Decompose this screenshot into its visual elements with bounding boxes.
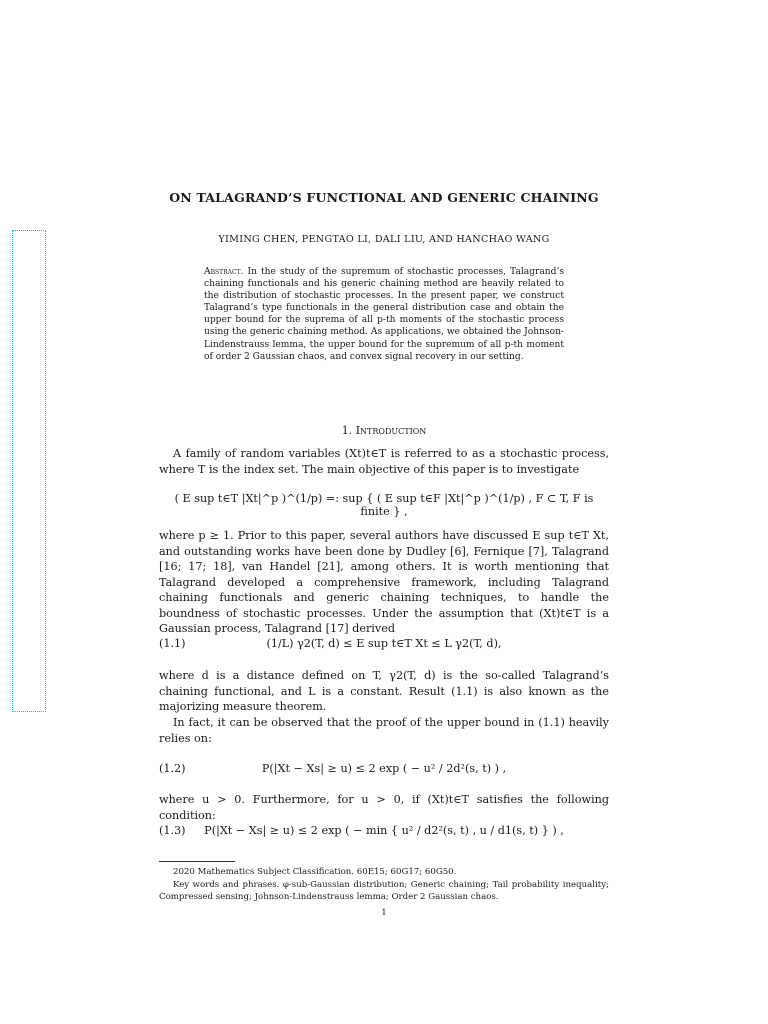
equation-number: (1.3) [159, 824, 186, 837]
abstract [204, 266, 564, 363]
equation-number: (1.1) [159, 637, 186, 650]
footnote-msc: 2020 Mathematics Subject Classification. 60E15; 60G17; 60G50. [173, 867, 457, 877]
footnote-keywords: Key words and phrases. φ-sub-Gaussian distribution; Generic chaining; Tail probability inequality; Compressed sensing; Johnson-Lindenstrauss lemma; Order 2 Gaussian chaos. [159, 880, 609, 902]
link-annotation-box[interactable] [12, 230, 46, 712]
paragraph-3: where d is a distance defined on T, γ2(T, d) is the so-called Talagrand’s chaining functional, and L is a constant. Result (1.1) is also known as the majorizing measure theorem. [159, 669, 609, 713]
section-heading [0, 424, 768, 437]
paragraph-5: where u > 0. Furthermore, for u > 0, if (Xt)t∈T satisfies the following condition: [159, 793, 609, 822]
equation-text: (1/L) γ2(T, d) ≤ E sup t∈T Xt ≤ L γ2(T, d), [266, 637, 502, 650]
equation-number: (1.2) [159, 762, 186, 775]
abstract-heading: Abstract. [204, 267, 244, 277]
abstract-text: In the study of the supremum of stochastic processes, Talagrand’s chaining functionals and his generic chaining method are heavily related to the distribution of stochastic processes. In the present paper, we construct Talagrand’s type functionals in the general distribution case and obtain the upper bound for the suprema of all p-th moments of the stochastic process using the generic chaining method. As applications, we obtained the Johnson-Lindenstrauss lemma, the upper bound for the supremum of all p-th moment of order 2 Gaussian chaos, and convex signal recovery in our setting. [204, 267, 564, 362]
paper-title: ON TALAGRAND’S FUNCTIONAL AND GENERIC CHAINING [169, 190, 599, 205]
equation-main-text: ( E sup t∈T |Xt|^p )^(1/p) =: sup { ( E sup t∈F |Xt|^p )^(1/p) , F ⊂ T, F is finite } , [174, 492, 594, 518]
equation-text: P(|Xt − Xs| ≥ u) ≤ 2 exp ( − min { u² / d2²(s, t) , u / d1(s, t) } ) , [204, 824, 564, 837]
author-list: YIMING CHEN, PENGTAO LI, DALI LIU, AND HANCHAO WANG [218, 234, 550, 245]
section-number: 1. [341, 424, 353, 437]
paragraph-2: where p ≥ 1. Prior to this paper, several authors have discussed E sup t∈T Xt, and outstanding works have been done by Dudley [6], Fernique [7], Talagrand [16; 17; 18], van Handel [21], among others. It is worth mentioning that Talagrand developed a comprehensive framework, including Talagrand chaining functionals and generic chaining techniques, to handle the boundness of stochastic processes. Under the assumption that (Xt)t∈T is a Gaussian process, Talagrand [17] derived [159, 529, 609, 635]
paragraph-1: A family of random variables (Xt)t∈T is referred to as a stochastic process, where T is the index set. The main objective of this paper is to investigate [159, 447, 609, 476]
footnote-rule [159, 861, 235, 862]
equation-text: P(|Xt − Xs| ≥ u) ≤ 2 exp ( − u² / 2d²(s, t) ) , [261, 762, 507, 775]
section-title: Introduction [355, 424, 427, 437]
page-number: 1 [381, 908, 387, 918]
paragraph-4: In fact, it can be observed that the proof of the upper bound in (1.1) heavily relies on: [159, 716, 609, 745]
